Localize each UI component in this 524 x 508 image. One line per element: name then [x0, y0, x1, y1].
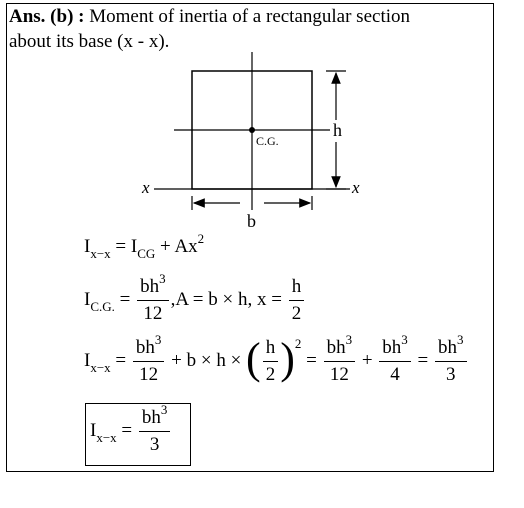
label-b: b [247, 211, 256, 231]
eq3-num1-sup: 3 [154, 332, 162, 347]
eq3-fraction-3 [379, 332, 411, 386]
question-line-1: Moment of inertia of a rectangular section [89, 6, 410, 27]
label-x-left: x [142, 178, 150, 197]
eq3-equals-2: = [306, 349, 317, 371]
eq1-rhs: = I [115, 236, 138, 257]
eq3-paren-sup: 2 [294, 335, 302, 351]
eq4-lhs-sub: x−x [96, 429, 117, 445]
eq3-num4: bh [438, 337, 458, 358]
eq3-num1: bh [135, 337, 155, 358]
eq3-fraction-2 [324, 332, 356, 386]
eq4-equals: = [121, 419, 133, 441]
eq4-num: bh [141, 407, 161, 428]
eq3-lhs: I [84, 349, 91, 371]
eq4-num-sup: 3 [160, 402, 168, 417]
eq2-num: bh [140, 276, 160, 297]
eq2-lhs-sub: C.G. [90, 298, 115, 314]
eq2-num-sup: 3 [159, 271, 166, 286]
eq3-den1: 12 [139, 364, 159, 385]
eq3-pnum: h [263, 337, 279, 362]
cg-point [249, 127, 255, 133]
eq4-den: 3 [149, 434, 160, 455]
eq2-lhs: I [84, 288, 91, 310]
eq3-lhs-sub: x−x [90, 359, 111, 375]
eq3-equals-3: = [417, 349, 429, 371]
eq2-fraction [137, 271, 169, 325]
eq3-equals: = [115, 349, 127, 371]
eq3-num3: bh [382, 337, 402, 358]
eq3-pden: 2 [265, 364, 276, 385]
eq3-plus: + [361, 349, 373, 371]
label-h: h [333, 120, 342, 140]
eq3-num4-sup: 3 [457, 332, 464, 347]
eq3-den4: 3 [446, 364, 456, 385]
eq2-mid: ,A = b × h, x = [170, 288, 282, 310]
equation-4-result [90, 402, 172, 456]
eq1-rhs-sub: CG [137, 246, 156, 261]
eq1-rhs2: + Ax [160, 236, 198, 257]
eq4-fraction [139, 402, 171, 456]
eq3-den3: 4 [390, 364, 400, 385]
eq1-rhs2-sup: 2 [197, 231, 205, 246]
eq3-num2-sup: 3 [345, 332, 353, 347]
eq2-fraction-2 [289, 276, 305, 325]
eq2-equals: = [119, 288, 131, 310]
equation-1 [84, 231, 205, 261]
eq3-left-paren: ( [246, 334, 261, 383]
answer-label: Ans. (b) : [9, 6, 85, 27]
eq3-paren-fraction [263, 337, 279, 386]
eq1-lhs: I [84, 236, 91, 257]
eq2-den2: 2 [291, 303, 302, 324]
equation-3 [84, 332, 469, 387]
eq4-lhs: I [90, 419, 97, 441]
eq3-right-paren: ) [280, 334, 295, 383]
eq1-lhs-sub: x−x [90, 246, 111, 261]
label-x-right: x [352, 178, 360, 197]
eq3-num2: bh [326, 337, 346, 358]
label-cg: C.G. [256, 134, 279, 148]
eq3-fraction-4 [435, 332, 467, 386]
eq3-num3-sup: 3 [401, 332, 408, 347]
eq3-fraction-1 [133, 332, 165, 386]
eq3-den2: 12 [329, 364, 349, 385]
question-line-2: about its base (x - x). [9, 31, 170, 52]
eq2-den: 12 [143, 303, 163, 324]
eq2-num2: h [289, 276, 305, 301]
eq3-mid: + b × h × [171, 349, 242, 371]
equation-2 [84, 271, 306, 325]
